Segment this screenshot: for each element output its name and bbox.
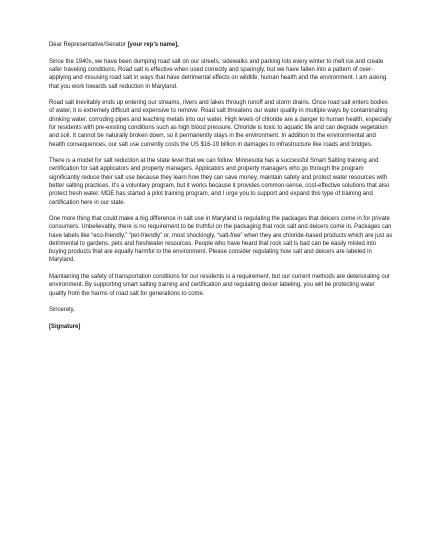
paragraph-4: One more thing that could make a big difference in salt use in Maryland is regulating the packages that deicers come in for private consumers. Unbelievably, there is no requirement to be truthful on the packaging that rock salt and deicers come in. Packages can have labels like “eco-friendly,” “pet-friendly” or, most shockingly, “salt-free” when they are chloride-based products which are just as detrimental to gardens, pets and freshwater resources. People who have heard that rock salt is bad can be easily misled into buying products that are equally harmful to the environment. Please consider regulating how salt and deicers are labeled in Maryland. [49,216,393,264]
paragraph-3: There is a model for salt reduction at the state level that we can follow. Minnesota has a successful Smart Salting training and certification for salt applicators and property managers. Applicators and property managers who go through the program significantly reduce their salt use because they learn how they can save money, maintain safety and protect water resources with better salting practices. It’s a voluntary program, but it works because it provides common-sense, cost-effective solutions that also protect fresh water. MDE has started a pilot training program, and I urge you to support and expand this type of training and certification here in our state. [49,158,390,206]
recipient-name-placeholder[interactable]: [your rep’s name], [127,42,179,48]
greeting [49,41,393,49]
paragraph-1: Since the 1940s, we have been dumping road salt on our streets, sidewalks and parking lots every winter to melt ice and create safer traveling conditions. Road salt is effective when used correctly and sparingly, but we have fallen into a pattern of over-applying and misusing road salt in ways that have detrimental effects on wildlife, human health and the environment. I am asking that you work towards salt reduction in Maryland. [49,58,387,90]
paragraph-5: Maintaining the safety of transportation conditions for our residents is a requirement, but our current methods are deteriorating our environment. By supporting smart salting training and certification and regulating deicer labeling, you will be protecting water quality from the harms of road salt for generations to come. [49,273,390,297]
closing: Sincerely, [49,307,75,314]
signature-placeholder[interactable]: [Signature] [49,323,81,330]
greeting-prefix: Dear Representative/Senator [49,42,128,48]
paragraph-2: Road salt inevitably ends up entering our streams, rivers and lakes through runoff and storm drains. Once road salt enters bodies of water, it is extremely difficult and expensive to remove. Road salt threatens our water quality in multiple ways by contaminating drinking water, corroding pipes and leaching metals into our water. High levels of chloride are a danger to human health, especially for residents with pre-existing conditions such as high blood pressure. Chloride is toxic to aquatic life and can degrade vegetation and soil. It cannot be naturally broken down, so it permanently stays in the environment. In addition to the environmental and health consequences, our salt use currently costs the US $16-19 billion in damages to infrastructure like roads and bridges. [49,100,392,148]
